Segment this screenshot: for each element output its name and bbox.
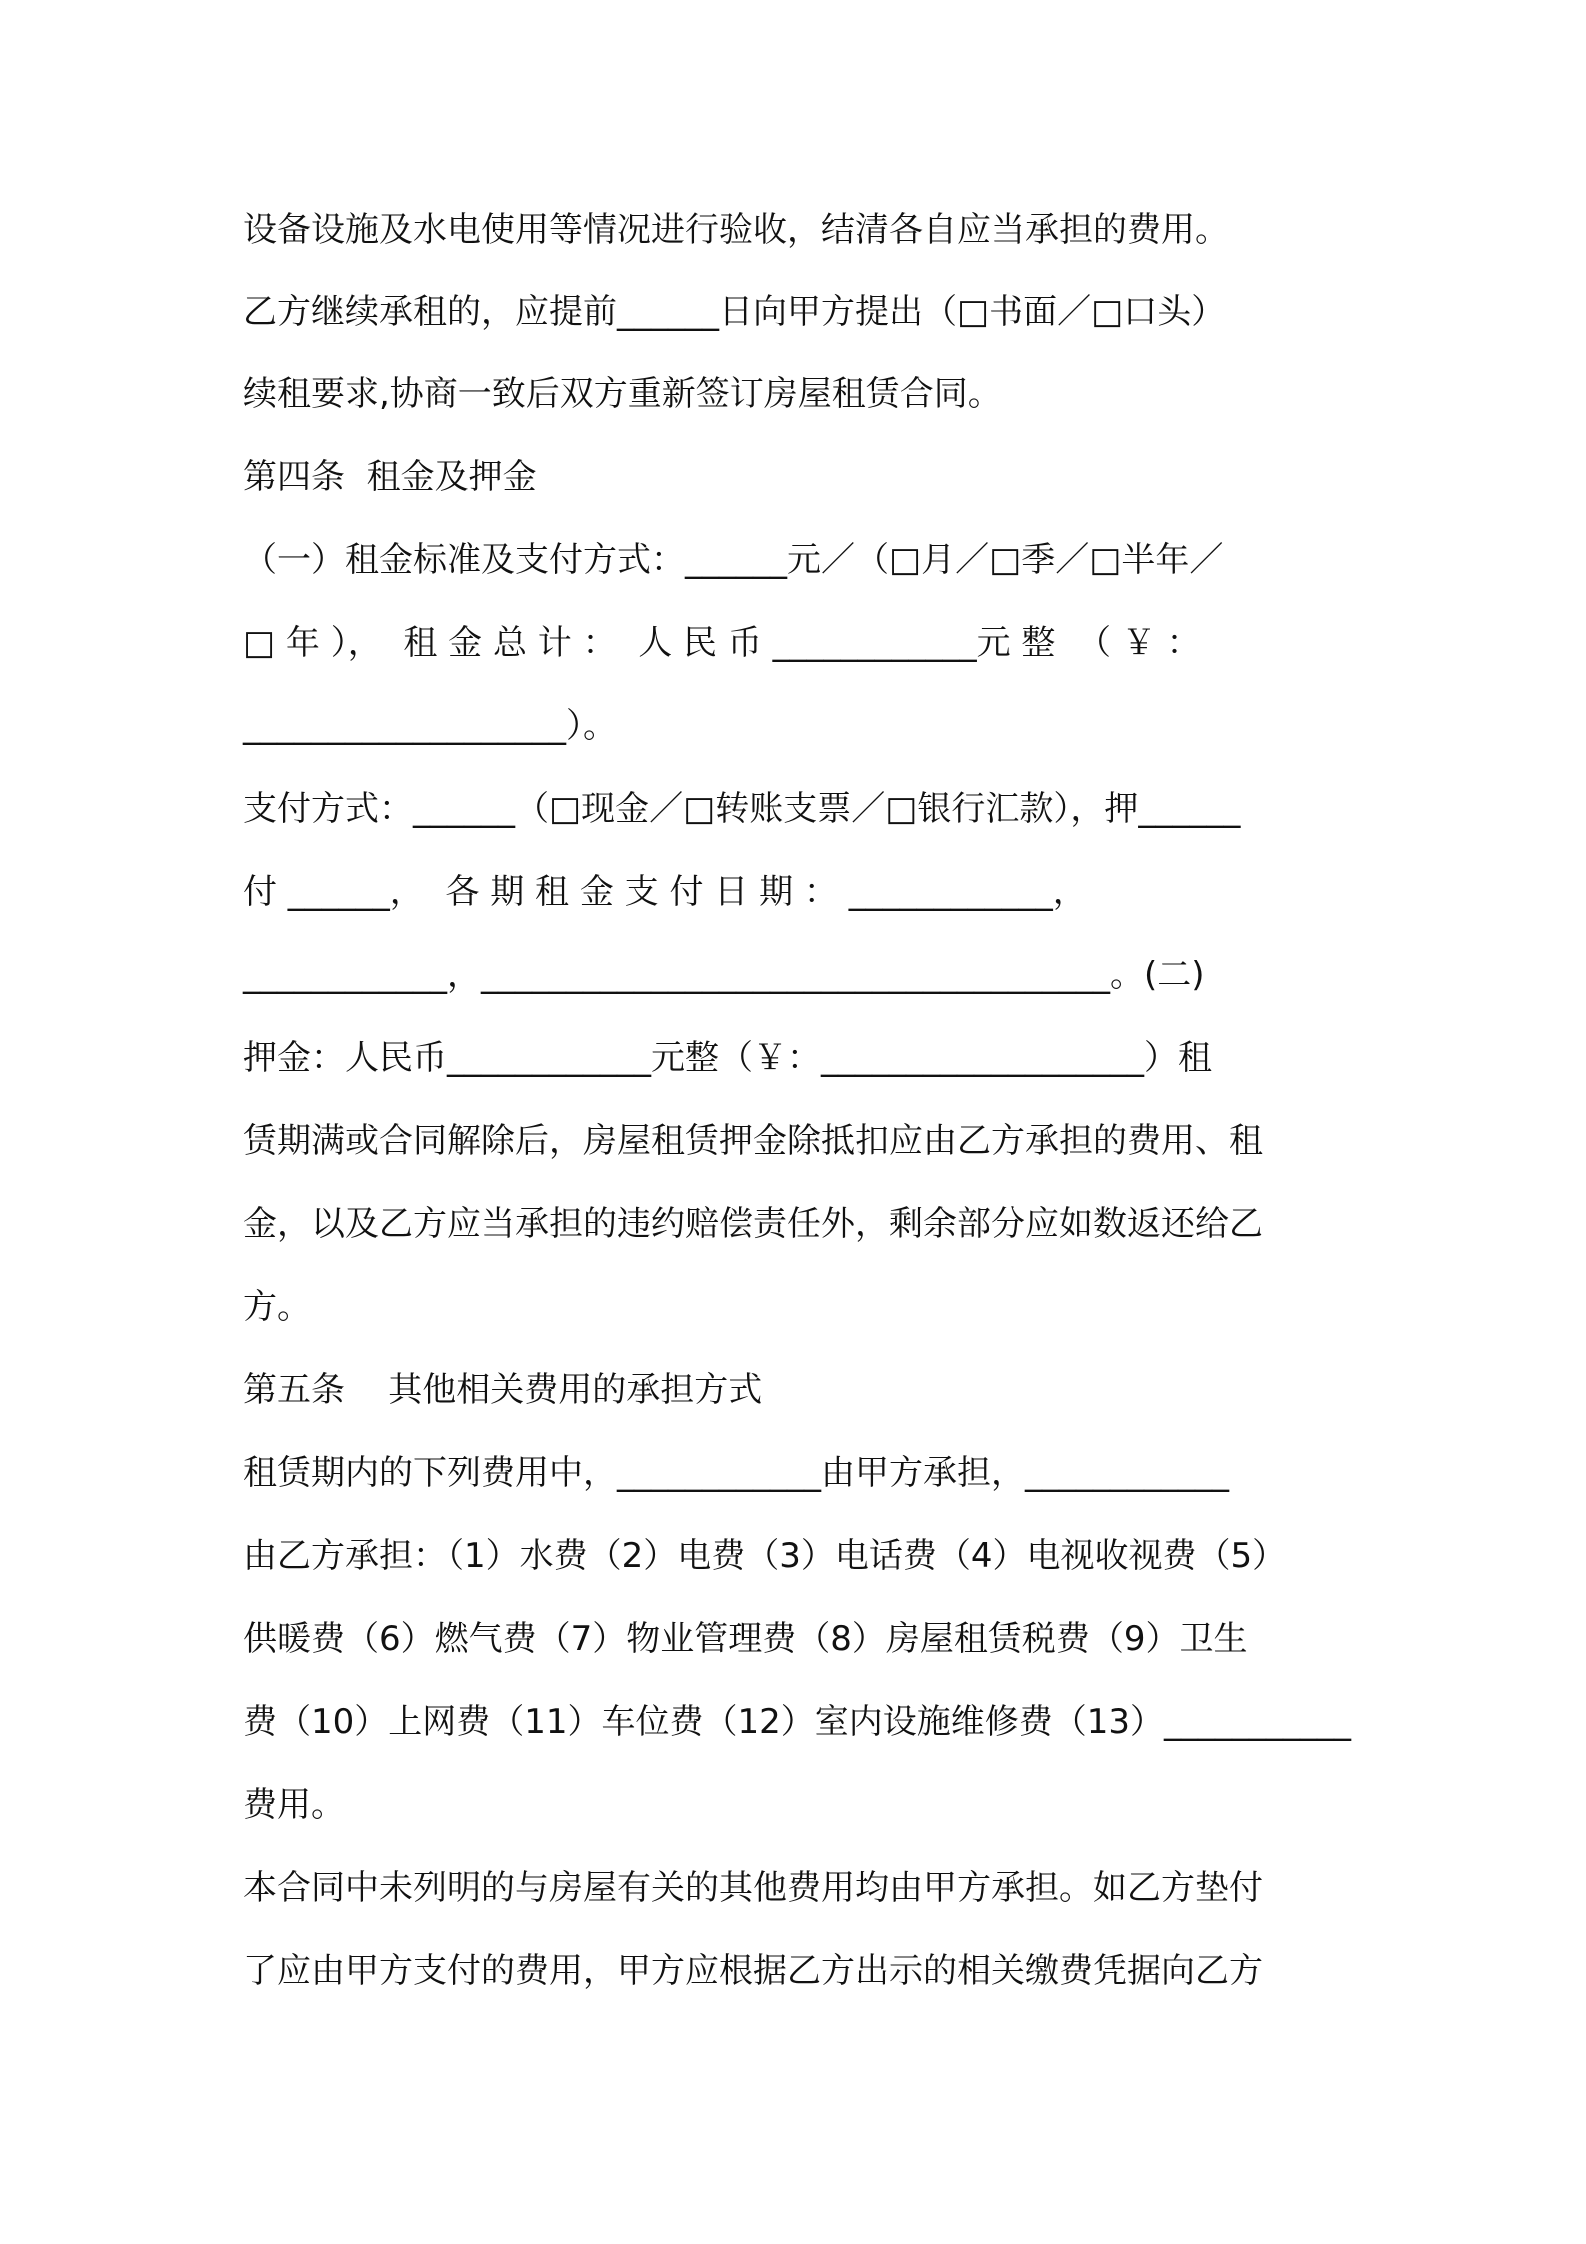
text-line-19: 费（10）上网费（11）车位费（12）室内设施维修费（13）___________ [243, 1702, 1352, 1742]
text-line-6: □ 年 ）， 租 金 总 计 ： 人 民 币 ____________元 整 （ ￥ ： [243, 623, 1201, 663]
text-line-5: （一）租金标准及支付方式：______元／（□月／□季／□半年／ [243, 540, 1224, 580]
text-line-3: 续租要求,协商一致后双方重新签订房屋租赁合同。 [243, 374, 1002, 414]
text-line-20: 费用。 [243, 1785, 345, 1825]
text-line-22: 了应由甲方支付的费用，甲方应根据乙方出示的相关缴费凭据向乙方 [243, 1951, 1263, 1991]
text-line-21: 本合同中未列明的与房屋有关的其他费用均由甲方承担。如乙方垫付 [243, 1868, 1263, 1908]
text-line-12: 赁期满或合同解除后，房屋租赁押金除抵扣应由乙方承担的费用、租 [243, 1121, 1263, 1161]
text-line-11: 押金：人民币____________元整（￥：___________________）租 [243, 1038, 1212, 1078]
text-line-10: ____________，_____________________________________。(二) [243, 955, 1205, 995]
text-line-8: 支付方式：______（□现金／□转账支票／□银行汇款），押______ [243, 789, 1241, 829]
text-line-7: ___________________）。 [243, 706, 617, 746]
text-line-9: 付 ______， 各 期 租 金 支 付 日 期 ： ____________， [243, 872, 1087, 912]
text-line-16: 租赁期内的下列费用中，____________由甲方承担，____________ [243, 1453, 1229, 1493]
section-heading-4: 第四条 租金及押金 [243, 457, 537, 497]
text-line-13: 金，以及乙方应当承担的违约赔偿责任外，剩余部分应如数返还给乙 [243, 1204, 1263, 1244]
text-line-2: 乙方继续承租的，应提前______日向甲方提出（□书面／□口头） [243, 292, 1226, 332]
text-line-18: 供暖费（6）燃气费（7）物业管理费（8）房屋租赁税费（9）卫生 [243, 1619, 1248, 1659]
text-line-17: 由乙方承担：（1）水费（2）电费（3）电话费（4）电视收视费（5） [243, 1536, 1287, 1576]
section-heading-5: 第五条 其他相关费用的承担方式 [243, 1370, 763, 1410]
text-line-14: 方。 [243, 1287, 311, 1327]
text-line-1: 设备设施及水电使用等情况进行验收，结清各自应当承担的费用。 [243, 210, 1229, 250]
